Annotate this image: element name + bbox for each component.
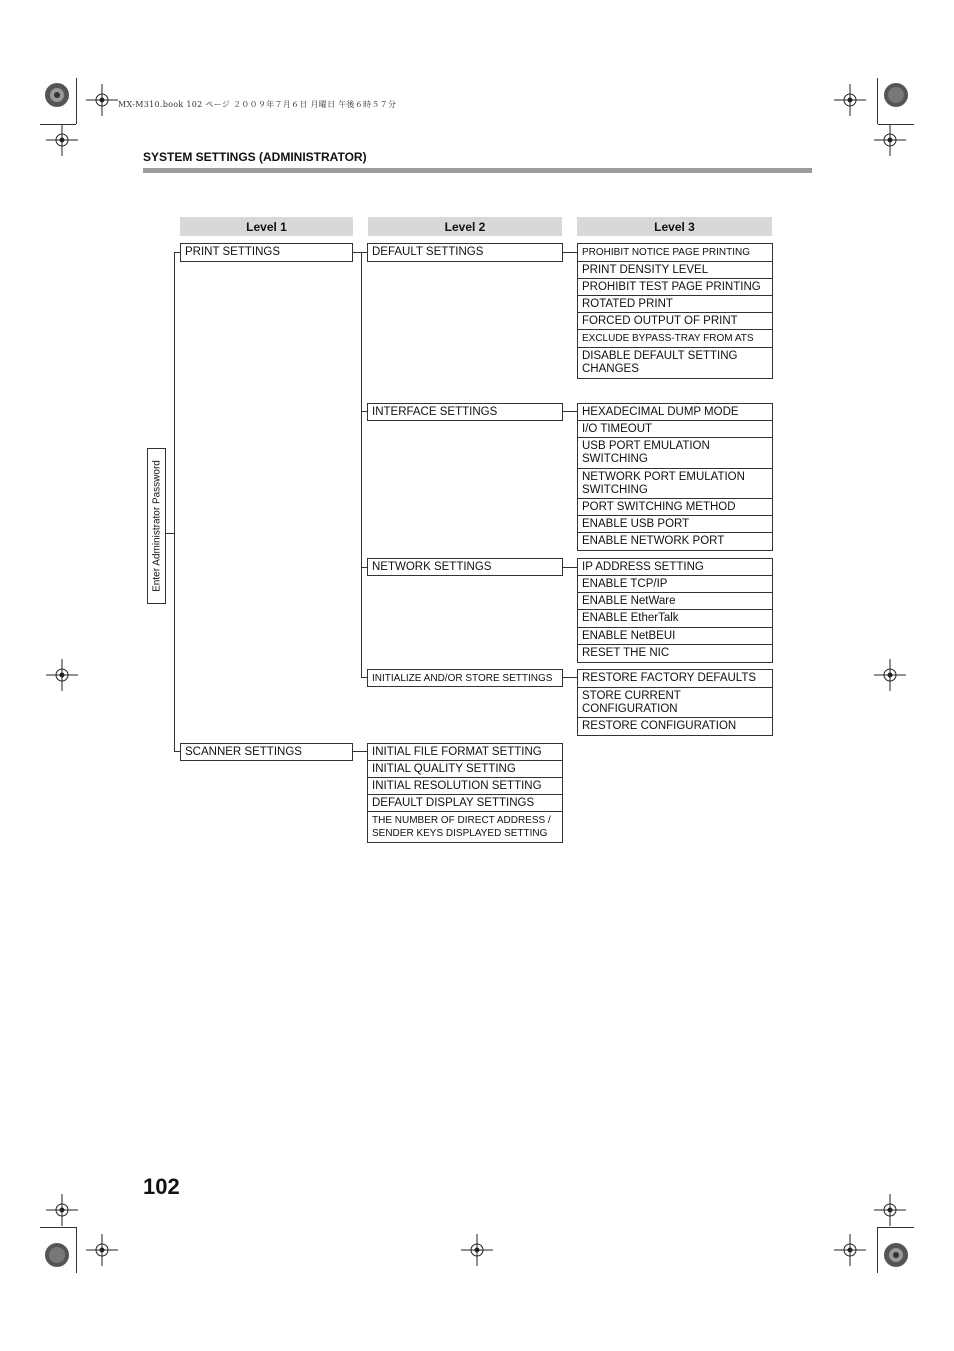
level3-item: STORE CURRENT CONFIGURATION (577, 687, 773, 718)
crosshair-icon (834, 1234, 866, 1266)
crop-mark (76, 1227, 77, 1273)
connector-line (361, 252, 362, 678)
connector-line (562, 252, 577, 253)
column-header-level-1: Level 1 (180, 217, 353, 236)
level3-item: PROHIBIT NOTICE PAGE PRINTING (577, 243, 773, 262)
section-title: SYSTEM SETTINGS (ADMINISTRATOR) (143, 150, 367, 164)
crosshair-icon (461, 1234, 493, 1266)
enter-admin-password-label: Enter Administrator Password (151, 460, 162, 592)
level2-initial-quality: INITIAL QUALITY SETTING (367, 760, 563, 778)
crosshair-icon (86, 84, 118, 116)
crosshair-icon (874, 1194, 906, 1226)
level3-item: EXCLUDE BYPASS-TRAY FROM ATS (577, 329, 773, 348)
crop-mark (878, 124, 914, 125)
crosshair-icon (874, 659, 906, 691)
title-rule (143, 168, 812, 173)
level3-item: RESET THE NIC (577, 644, 773, 663)
registration-target-icon (40, 1238, 74, 1272)
level2-default-display: DEFAULT DISPLAY SETTINGS (367, 794, 563, 812)
connector-line (174, 252, 175, 752)
crop-mark (878, 1227, 914, 1228)
connector-line (562, 677, 577, 678)
crop-mark (877, 1227, 878, 1273)
level2-initial-resolution: INITIAL RESOLUTION SETTING (367, 777, 563, 795)
enter-admin-password-box (147, 448, 166, 604)
connector-line (562, 411, 577, 412)
crop-mark (40, 124, 76, 125)
crop-mark (877, 78, 878, 124)
level3-item: HEXADECIMAL DUMP MODE (577, 403, 773, 421)
crosshair-icon (86, 1234, 118, 1266)
level3-item: ENABLE NETWORK PORT (577, 532, 773, 551)
print-job-header: MX-M310.book 102 ページ ２００９年７月６日 月曜日 午後６時５７分 (118, 100, 397, 109)
registration-target-icon (879, 1238, 913, 1272)
level3-item: IP ADDRESS SETTING (577, 558, 773, 576)
level3-item: PRINT DENSITY LEVEL (577, 261, 773, 279)
level2-direct-address-keys: THE NUMBER OF DIRECT ADDRESS / SENDER KEYS DISPLAYED SETTING (367, 811, 563, 843)
crosshair-icon (46, 1194, 78, 1226)
connector-line (562, 567, 577, 568)
level3-item: ENABLE TCP/IP (577, 575, 773, 593)
level3-item: ROTATED PRINT (577, 295, 773, 313)
connector-line (353, 252, 361, 253)
level2-initialize-store-settings: INITIALIZE AND/OR STORE SETTINGS (367, 669, 563, 687)
level3-item: I/O TIMEOUT (577, 420, 773, 438)
connector-line (166, 533, 174, 534)
column-header-level-3: Level 3 (577, 217, 772, 236)
level2-initial-file-format: INITIAL FILE FORMAT SETTING (367, 743, 563, 761)
level3-item: ENABLE USB PORT (577, 515, 773, 533)
level3-item: RESTORE CONFIGURATION (577, 717, 773, 736)
level2-interface-settings: INTERFACE SETTINGS (367, 403, 563, 421)
level3-item: NETWORK PORT EMULATION SWITCHING (577, 468, 773, 499)
crop-mark (40, 1227, 76, 1228)
level2-default-settings: DEFAULT SETTINGS (367, 243, 563, 262)
level3-item: ENABLE NetBEUI (577, 627, 773, 645)
crop-mark (76, 78, 77, 124)
level3-item: USB PORT EMULATION SWITCHING (577, 437, 773, 469)
level1-scanner-settings: SCANNER SETTINGS (180, 743, 353, 761)
level3-item: PROHIBIT TEST PAGE PRINTING (577, 278, 773, 296)
registration-target-icon (879, 78, 913, 112)
level3-item: DISABLE DEFAULT SETTING CHANGES (577, 347, 773, 379)
level3-item: ENABLE NetWare (577, 592, 773, 610)
level2-network-settings: NETWORK SETTINGS (367, 558, 563, 576)
level1-print-settings: PRINT SETTINGS (180, 243, 353, 262)
crosshair-icon (874, 124, 906, 156)
registration-target-icon (40, 78, 74, 112)
page-number: 102 (143, 1174, 180, 1199)
level3-item: FORCED OUTPUT OF PRINT (577, 312, 773, 330)
column-header-level-2: Level 2 (368, 217, 562, 236)
crosshair-icon (46, 659, 78, 691)
level3-item: ENABLE EtherTalk (577, 609, 773, 628)
level3-item: PORT SWITCHING METHOD (577, 498, 773, 516)
level3-item: RESTORE FACTORY DEFAULTS (577, 669, 773, 688)
crosshair-icon (46, 124, 78, 156)
crosshair-icon (834, 84, 866, 116)
connector-line (353, 751, 368, 752)
